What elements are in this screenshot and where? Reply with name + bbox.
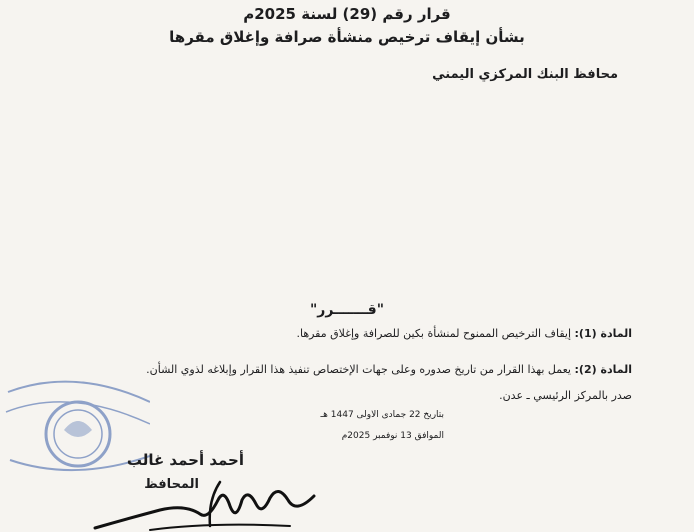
issued-at: صدر بالمركز الرئيسي ـ عدن.	[499, 389, 632, 402]
article-2-label: المادة (2):	[574, 363, 632, 376]
signatory-name: أحمد أحمد غالب	[126, 451, 244, 469]
article-1-label: المادة (1):	[574, 327, 632, 340]
handwritten-signature-icon	[90, 470, 320, 532]
date-hijri: بتاريخ 22 جمادى الاولى 1447 هـ	[320, 410, 444, 420]
governor-heading: محافظ البنك المركزي اليمني	[432, 67, 618, 82]
article-1	[72, 326, 632, 342]
decree-subtitle: بشأن إيقاف ترخيص منشأة صرافة وإغلاق مقرها	[169, 28, 525, 46]
article-1-text: إيقاف الترخيص الممنوح لمنشأة بكين للصرافة وإغلاق مقرها.	[296, 327, 571, 340]
signatory-title: المحافظ	[144, 477, 199, 492]
article-2-text: يعمل بهذا القرار من تاريخ صدوره وعلى جهات الإختصاص تنفيذ هذا القرار وإبلاغه لذوي الشأن.	[146, 363, 571, 376]
decree-title: قرار رقم (29) لسنة 2025م	[243, 5, 451, 23]
decree-heading: "قـــــــرر"	[309, 302, 385, 318]
date-gregorian: الموافق 13 نوفمبر 2025م	[341, 431, 444, 441]
article-2	[72, 362, 632, 378]
